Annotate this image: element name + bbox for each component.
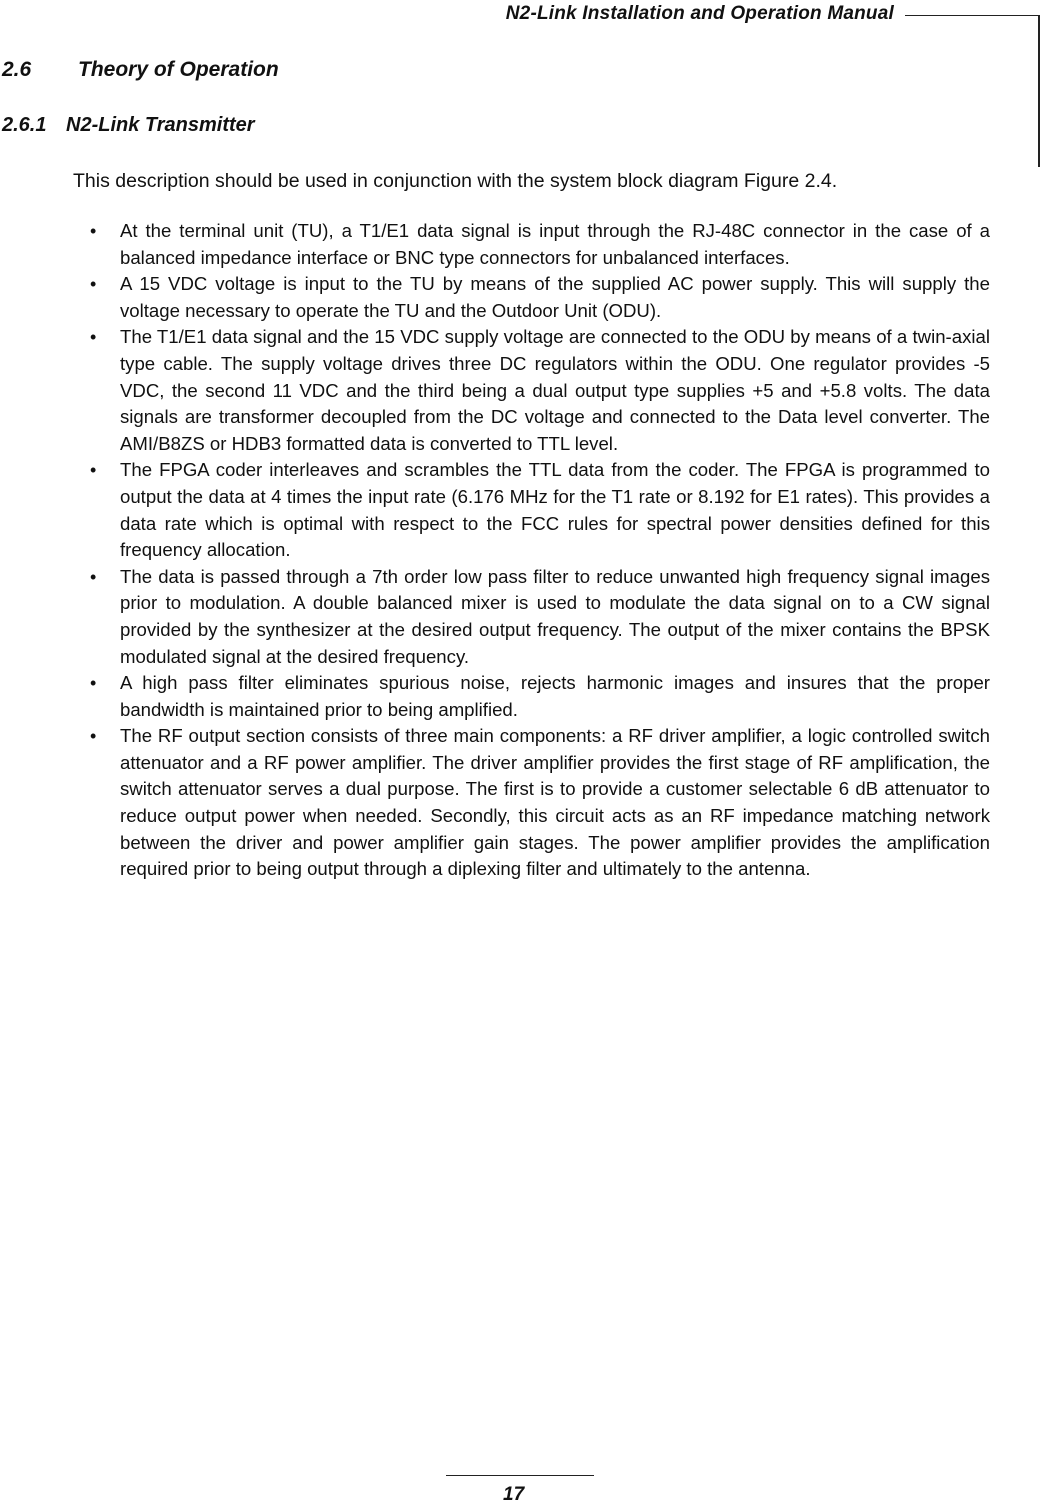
header-bracket: [1038, 15, 1040, 167]
section-heading: [2, 58, 279, 82]
subsection-number: 2.6.1: [2, 114, 47, 136]
bullet-list: [88, 218, 990, 883]
list-item: [88, 218, 990, 271]
list-item-text: The T1/E1 data signal and the 15 VDC supply voltage are connected to the ODU by means of a twin-axial type cable. The supply voltage drives three DC regulators within the ODU. One regulator provides -5 VDC, the second 11 VDC and the third being a dual output type supplies +5 and +5.8 volts. The data signals are transformer decoupled from the DC voltage and connected to the Data level converter. The AMI/B8ZS or HDB3 formatted data is converted to TTL level.: [120, 326, 990, 454]
list-item: [88, 271, 990, 324]
list-item: [88, 457, 990, 563]
section-number: 2.6: [2, 58, 32, 81]
list-item: [88, 324, 990, 457]
list-item-text: At the terminal unit (TU), a T1/E1 data signal is input through the RJ-48C connector in the case of a balanced impedance interface or BNC type connectors for unbalanced interfaces.: [120, 220, 990, 268]
list-item-text: The RF output section consists of three main components: a RF driver amplifier, a logic controlled switch attenuator and a RF power amplifier. The driver amplifier provides the first stage of RF amplification, the switch attenuator serves a dual purpose. The first is to provide a customer selectable 6 dB attenuator to reduce output power when needed. Secondly, this circuit acts as an RF impedance matching network between the driver and power amplifier gain stages. The power amplifier provides the amplification required prior to being output through a diplexing filter and ultimately to the antenna.: [120, 725, 990, 880]
list-item: [88, 723, 990, 883]
bullet-icon: •: [90, 673, 97, 694]
header-rule: [905, 15, 1039, 16]
list-item-text: The FPGA coder interleaves and scrambles the TTL data from the coder. The FPGA is programmed to output the data at 4 times the input rate (6.176 MHz for the T1 rate or 8.192 for E1 rates). This provides a data rate which is optimal with respect to the FCC rules for spectral power densities defined for this frequency allocation.: [120, 459, 990, 561]
list-item: [88, 564, 990, 670]
bullet-icon: •: [90, 726, 97, 747]
subsection-title: N2-Link Transmitter: [66, 114, 255, 136]
bullet-icon: •: [90, 274, 97, 295]
list-item-text: A 15 VDC voltage is input to the TU by means of the supplied AC power supply. This will supply the voltage necessary to operate the TU and the Outdoor Unit (ODU).: [120, 273, 990, 321]
bullet-icon: •: [90, 566, 97, 587]
section-title: Theory of Operation: [78, 58, 279, 81]
list-item: [88, 670, 990, 723]
footer-rule: [446, 1475, 594, 1476]
subsection-heading: [2, 114, 255, 137]
intro-paragraph: This description should be used in conjunction with the system block diagram Figure 2.4.: [73, 170, 838, 192]
header-title: N2-Link Installation and Operation Manual: [505, 3, 894, 24]
running-header: [0, 0, 1046, 190]
bullet-icon: •: [90, 221, 97, 241]
bullet-icon: •: [90, 460, 97, 481]
list-item-text: A high pass filter eliminates spurious noise, rejects harmonic images and insures that the proper bandwidth is maintained prior to being amplified.: [120, 672, 990, 720]
bullet-icon: •: [90, 327, 97, 348]
page-number: 17: [503, 1484, 525, 1505]
list-item-text: The data is passed through a 7th order low pass filter to reduce unwanted high frequency signal images prior to modulation. A double balanced mixer is used to modulate the data signal on to a CW signal provided by the synthesizer at the desired output frequency. The output of the mixer contains the BPSK modulated signal at the desired frequency.: [120, 565, 990, 667]
